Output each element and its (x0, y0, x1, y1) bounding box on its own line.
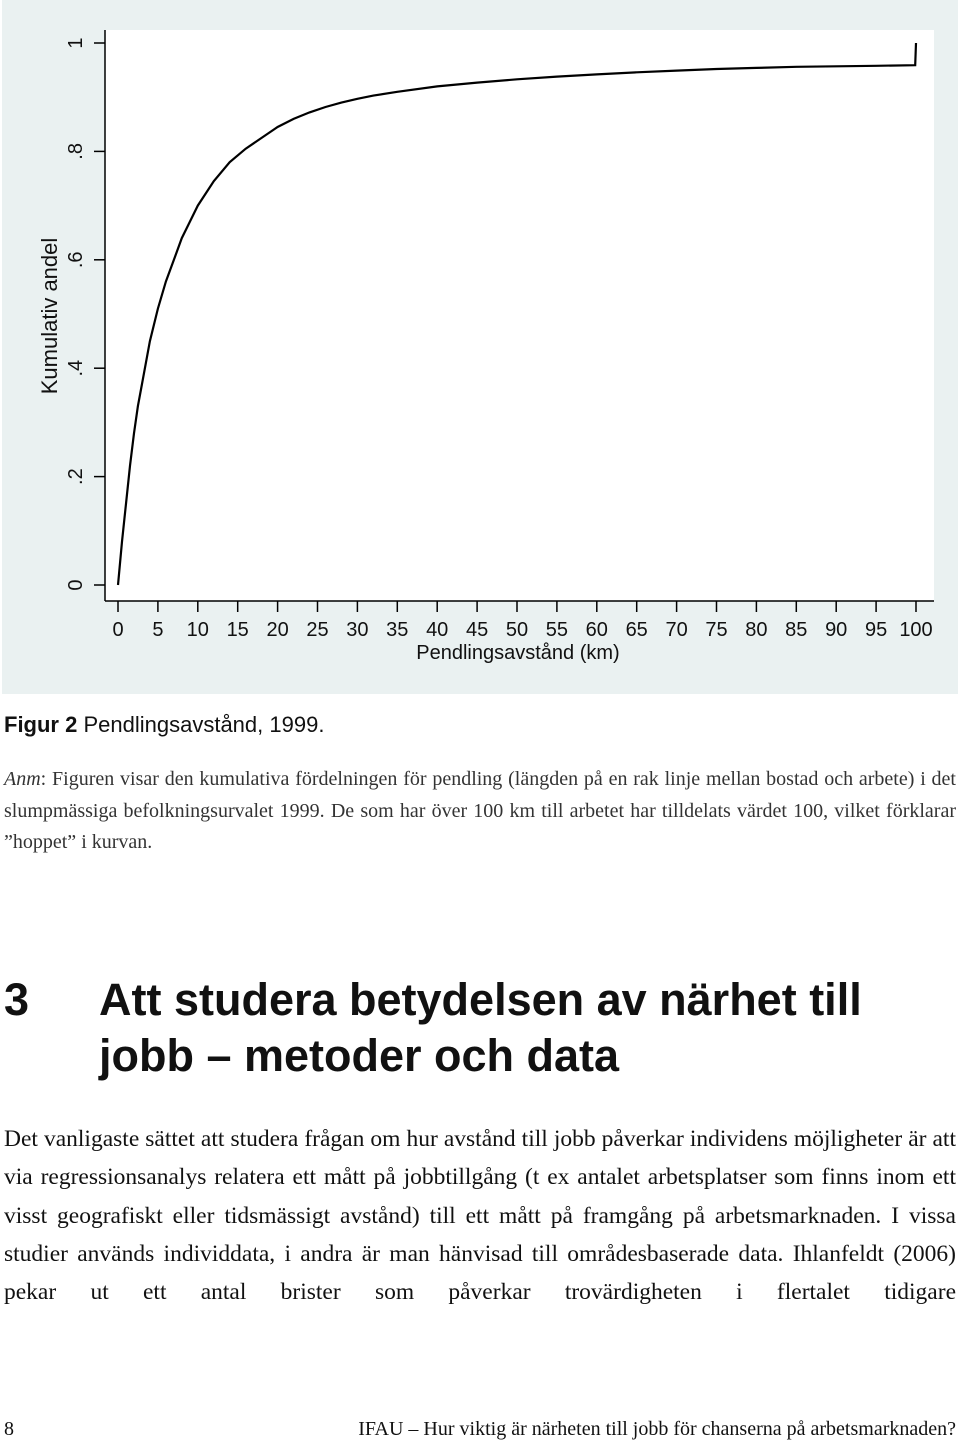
page-footer (4, 1418, 956, 1444)
y-tick-label: .4 (65, 359, 87, 377)
x-tick-label: 55 (545, 619, 569, 641)
x-tick-label: 50 (505, 619, 529, 641)
y-tick-label: .2 (65, 468, 87, 485)
figure-note (4, 764, 956, 859)
note-label: Anm (4, 768, 41, 790)
y-axis (65, 30, 105, 601)
section-number: 3 (4, 974, 30, 1025)
x-tick-label: 85 (785, 619, 808, 641)
y-tick-label: .8 (65, 143, 87, 160)
note-text: : Figuren visar den kumulativa fördelningen för pendling (längden på en rak linje mellan bostad och arbete) i det slumpmässiga befolkningsurvalet 1999. De som har över 100 km till arbetet har tilldelats värdet 100, vilket förklarar ”hoppet” i kurvan. (4, 768, 956, 853)
x-tick-label: 5 (152, 619, 164, 641)
plot-area (105, 30, 934, 601)
x-tick-label: 75 (705, 619, 728, 641)
x-tick-label: 80 (745, 619, 768, 641)
section-title: Att studera betydelsen av närhet till jobb – metoder och data (99, 974, 862, 1081)
x-tick-label: 70 (665, 619, 688, 641)
figure-caption (4, 712, 324, 738)
x-tick-label: 30 (346, 619, 369, 641)
x-tick-label: 100 (899, 619, 933, 641)
page-number: 8 (4, 1418, 14, 1440)
x-tick-label: 25 (306, 619, 329, 641)
y-tick-label: 1 (65, 37, 87, 49)
body-paragraph: Det vanligaste sättet att studera frågan om hur avstånd till jobb påverkar individens möjligheter är att via regressionsanalys relatera ett mått på jobbtillgång (t ex antalet arbetsplatser som finns inom ett visst geografiskt eller tidsmässigt avstånd) till ett mått på framgång på arbetsmarknaden. I vissa studier används individdata, i andra är man hänvisad till områdesbaserade data. Ihlanfeldt (2006) pekar ut ett antal brister som påverkar trovärdigheten i flertalet tidigare (4, 1126, 956, 1306)
x-tick-label: 45 (465, 619, 489, 641)
figure-panel (2, 0, 958, 694)
cumulative-chart (2, 0, 958, 694)
figure-label: Figur 2 (4, 712, 78, 737)
y-axis-title: Kumulativ andel (37, 237, 62, 395)
x-tick-label: 65 (625, 619, 648, 641)
figure-title: Pendlingsavstånd, 1999. (83, 712, 325, 737)
x-axis-title: Pendlingsavstånd (km) (416, 642, 620, 664)
x-axis (105, 601, 934, 641)
x-tick-label: 95 (864, 619, 888, 641)
x-tick-label: 40 (426, 619, 449, 641)
x-tick-label: 15 (226, 619, 249, 641)
x-tick-label: 60 (585, 619, 608, 641)
running-title: IFAU – Hur viktig är närheten till jobb för chanserna på arbetsmarknaden? (358, 1418, 956, 1440)
y-tick-label: 0 (65, 579, 87, 591)
x-tick-label: 10 (186, 619, 209, 641)
x-tick-label: 35 (386, 619, 409, 641)
x-tick-label: 0 (112, 619, 124, 641)
x-tick-label: 20 (266, 619, 289, 641)
x-tick-label: 90 (825, 619, 848, 641)
y-tick-label: .6 (65, 251, 87, 269)
